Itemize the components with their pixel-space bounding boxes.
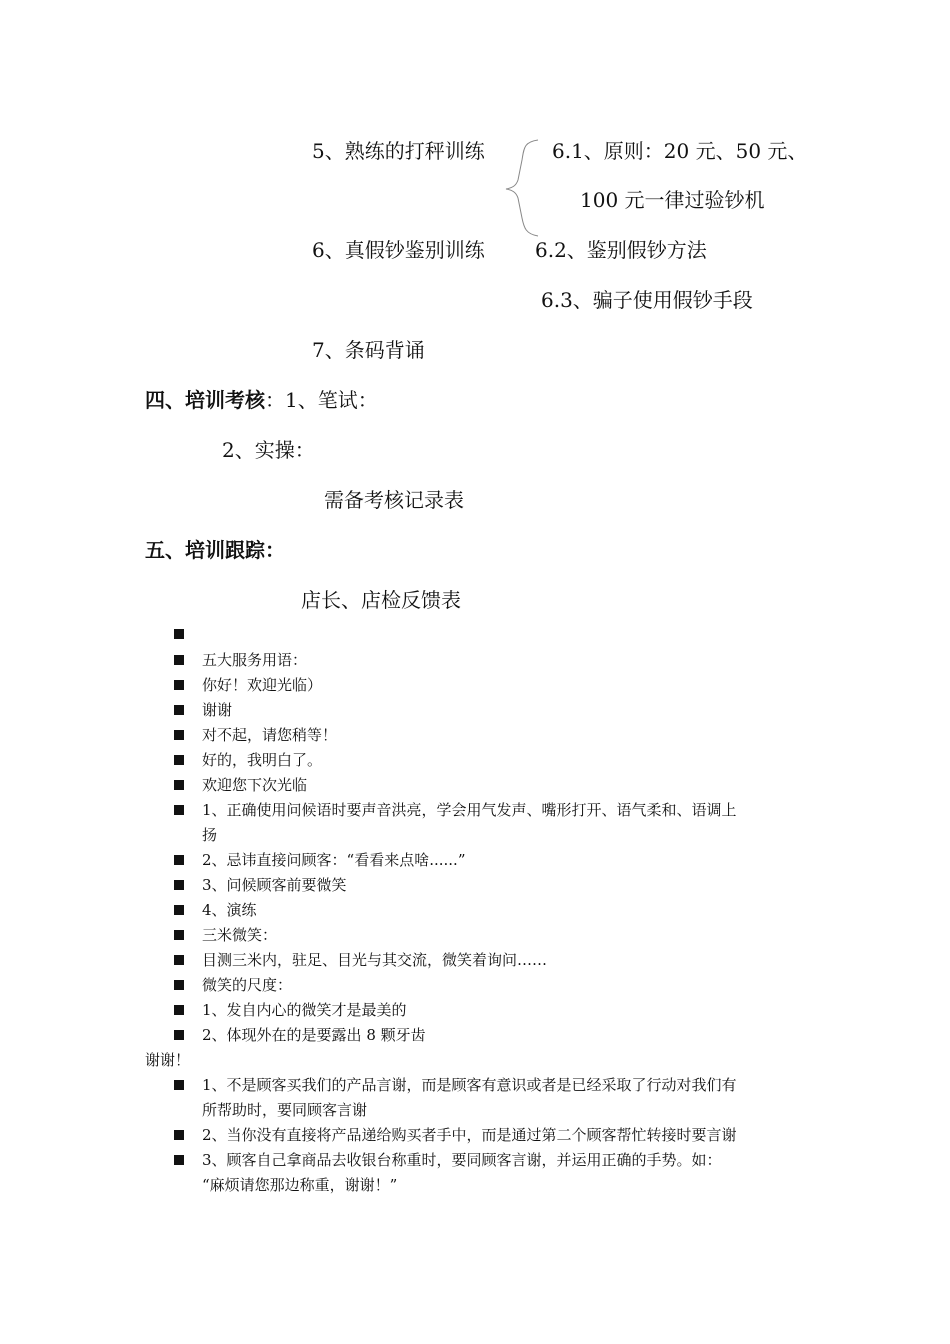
bullet-icon bbox=[174, 905, 184, 915]
section-4-heading: 四、培训考核 bbox=[145, 388, 265, 412]
bullet-icon bbox=[174, 629, 184, 639]
list-item: 微笑的尺度： bbox=[202, 976, 293, 994]
outline-sub-6-1-line1: 6.1、原则：20 元、50 元、 bbox=[552, 139, 808, 163]
list-item: 2、忌讳直接问顾客：“看看来点啥......” bbox=[202, 851, 466, 869]
outline-sub-6-3: 6.3、骗子使用假钞手段 bbox=[541, 288, 753, 312]
list-item-continuation: “麻烦请您那边称重，谢谢！” bbox=[202, 1176, 398, 1194]
bullet-icon bbox=[174, 705, 184, 715]
list-item: 对不起，请您稍等！ bbox=[202, 726, 338, 744]
bullet-icon bbox=[174, 930, 184, 940]
bullet-icon bbox=[174, 755, 184, 765]
outline-item-6: 6、真假钞鉴别训练 bbox=[312, 238, 485, 262]
list-item: 3、问候顾客前要微笑 bbox=[202, 876, 347, 894]
bullet-icon bbox=[174, 1080, 184, 1090]
outline-item-5: 5、熟练的打秤训练 bbox=[312, 139, 485, 163]
list-item: 2、当你没有直接将产品递给购买者手中，而是通过第二个顾客帮忙转接时要言谢 bbox=[202, 1126, 737, 1144]
bullet-icon bbox=[174, 855, 184, 865]
list-item-continuation: 所帮助时，要同顾客言谢 bbox=[202, 1101, 368, 1119]
bullet-icon bbox=[174, 1005, 184, 1015]
list-item: 1、正确使用问候语时要声音洪亮，学会用气发声、嘴形打开、语气柔和、语调上 bbox=[202, 801, 737, 819]
list-item: 1、发自内心的微笑才是最美的 bbox=[202, 1001, 407, 1019]
curly-brace-icon bbox=[500, 138, 540, 238]
outline-sub-6-2: 6.2、鉴别假钞方法 bbox=[535, 238, 707, 262]
list-item: 目测三米内，驻足、目光与其交流，微笑着询问…… bbox=[202, 951, 548, 969]
bullet-icon bbox=[174, 955, 184, 965]
list-item: 1、不是顾客买我们的产品言谢，而是顾客有意识或者是已经采取了行动对我们有 bbox=[202, 1076, 737, 1094]
bullet-icon bbox=[174, 1155, 184, 1165]
bullet-icon bbox=[174, 1030, 184, 1040]
section-4-line bbox=[145, 387, 378, 413]
bullet-icon bbox=[174, 655, 184, 665]
list-item: 3、顾客自己拿商品去收银台称重时，要同顾客言谢，并运用正确的手势。如： bbox=[202, 1151, 722, 1169]
list-item: 你好！欢迎光临） bbox=[202, 676, 323, 694]
list-item-continuation: 扬 bbox=[202, 826, 218, 844]
bullet-icon bbox=[174, 880, 184, 890]
bullet-icon bbox=[174, 980, 184, 990]
list-item: 4、演练 bbox=[202, 901, 257, 919]
list-item: 五大服务用语： bbox=[202, 651, 308, 669]
thanks-heading: 谢谢！ bbox=[145, 1051, 191, 1069]
bullet-icon bbox=[174, 1130, 184, 1140]
outline-item-7: 7、条码背诵 bbox=[312, 338, 425, 362]
list-item: 2、体现外在的是要露出 8 颗牙齿 bbox=[202, 1026, 426, 1044]
list-item: 三米微笑： bbox=[202, 926, 278, 944]
section-4-item-1: ：1、笔试： bbox=[265, 388, 378, 412]
section-4-item-2: 2、实操： bbox=[222, 438, 315, 462]
list-item: 欢迎您下次光临 bbox=[202, 776, 308, 794]
bullet-icon bbox=[174, 780, 184, 790]
outline-sub-6-1-line2: 100 元一律过验钞机 bbox=[580, 188, 765, 212]
section-5-note: 店长、店检反馈表 bbox=[301, 588, 461, 612]
list-item: 谢谢 bbox=[202, 701, 233, 719]
bullet-icon bbox=[174, 805, 184, 815]
list-item: 好的，我明白了。 bbox=[202, 751, 323, 769]
section-4-note: 需备考核记录表 bbox=[324, 488, 464, 512]
bullet-icon bbox=[174, 680, 184, 690]
bullet-icon bbox=[174, 730, 184, 740]
section-5-heading: 五、培训跟踪： bbox=[145, 538, 285, 562]
